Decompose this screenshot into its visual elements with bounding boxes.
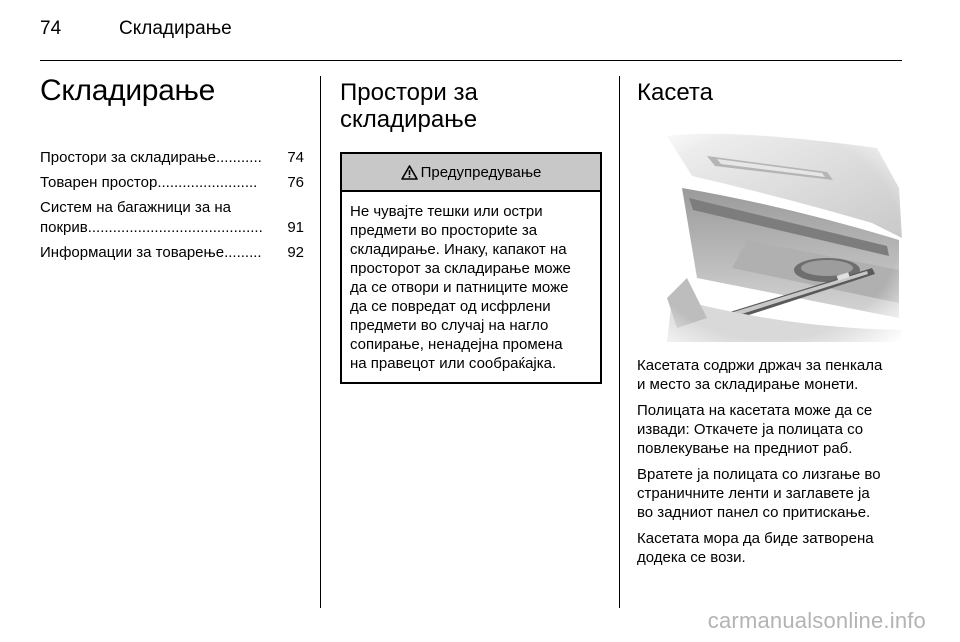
paragraph-line: и место за складирање монети. [637,376,859,393]
warning-text-line: Не чувајте тешки или остри [350,203,543,220]
paragraph [637,465,907,522]
warning-text-line: да се повредат од исфрлени [350,298,551,315]
column-divider-2 [619,76,620,608]
toc-leader-dots: ........................ [157,174,258,191]
column-contents [40,74,304,268]
paragraph-line: извади: Откачете ја полицата со [637,421,864,438]
warning-text-line: просторот за складирање може [350,260,571,277]
warning-box [340,152,602,384]
paragraph-line: во задниот панел со притискање. [637,504,871,521]
warning-text-line: на правецот или сообраќајка. [350,355,557,372]
paragraph-line: страничните ленти и заглавете ја [637,485,870,502]
glovebox-description [637,356,907,567]
header-section-title: Складирање [119,18,232,39]
paragraph-line: додека се вози. [637,549,746,566]
toc-leader-dots: ........... [215,149,262,166]
glovebox-illustration [637,128,902,342]
toc-entry-label: Товарен простор [40,174,158,191]
column-glovebox [637,74,907,574]
section-title-glovebox: Касета [637,79,713,106]
warning-text-line: складирање. Инаку, капакот на [350,241,567,258]
paragraph [637,529,907,567]
warning-text [342,192,600,382]
warning-header [342,154,600,192]
toc-entry[interactable] [40,243,304,263]
header-rule [40,60,902,61]
paragraph-line: Вратете ја полицата со лизгање во [637,466,881,483]
toc-entry-line: Систем на багажници за на [40,199,231,216]
toc-entry-label: покрив [40,219,88,236]
table-of-contents [40,148,304,263]
toc-leader-dots: ......... [224,244,262,261]
toc-entry[interactable] [40,173,304,193]
toc-entry-label: Простори за складирање [40,149,216,166]
page-number: 74 [40,18,62,39]
toc-page-number: 74 [287,149,304,166]
section-title-storage [340,79,602,133]
warning-text-line: да се отвори и патниците може [350,279,569,296]
toc-entry-label: Информации за товарење [40,244,225,261]
chapter-title: Складирање [40,74,216,107]
warning-triangle-icon [401,165,418,180]
column-storage [340,74,602,384]
warning-heading: Предупредување [420,163,542,181]
section-title-line: Простори за [340,79,478,106]
paragraph-line: Касетата мора да биде затворена [637,530,874,547]
warning-text-line: предмети во просториte за [350,222,538,239]
toc-page-number: 92 [287,244,304,261]
toc-page-number: 91 [287,219,304,236]
warning-text-line: сопирање, ненадејна промена [350,336,563,353]
watermark: carmanualsonline.info [707,608,926,633]
toc-page-number: 76 [287,174,304,191]
toc-entry[interactable] [40,148,304,168]
warning-text-line: предмети во случај на нагло [350,317,549,334]
paragraph [637,356,907,394]
paragraph-line: повлекување на предниот раб. [637,440,853,457]
paragraph-line: Касетата содржи држач за пенкала [637,357,883,374]
toc-entry[interactable] [40,198,304,238]
paragraph-line: Полицата на касетата може да се [637,402,873,419]
column-divider-1 [320,76,321,608]
paragraph [637,401,907,458]
section-title-line: складирање [340,106,478,133]
toc-leader-dots: .......................................... [87,219,263,236]
